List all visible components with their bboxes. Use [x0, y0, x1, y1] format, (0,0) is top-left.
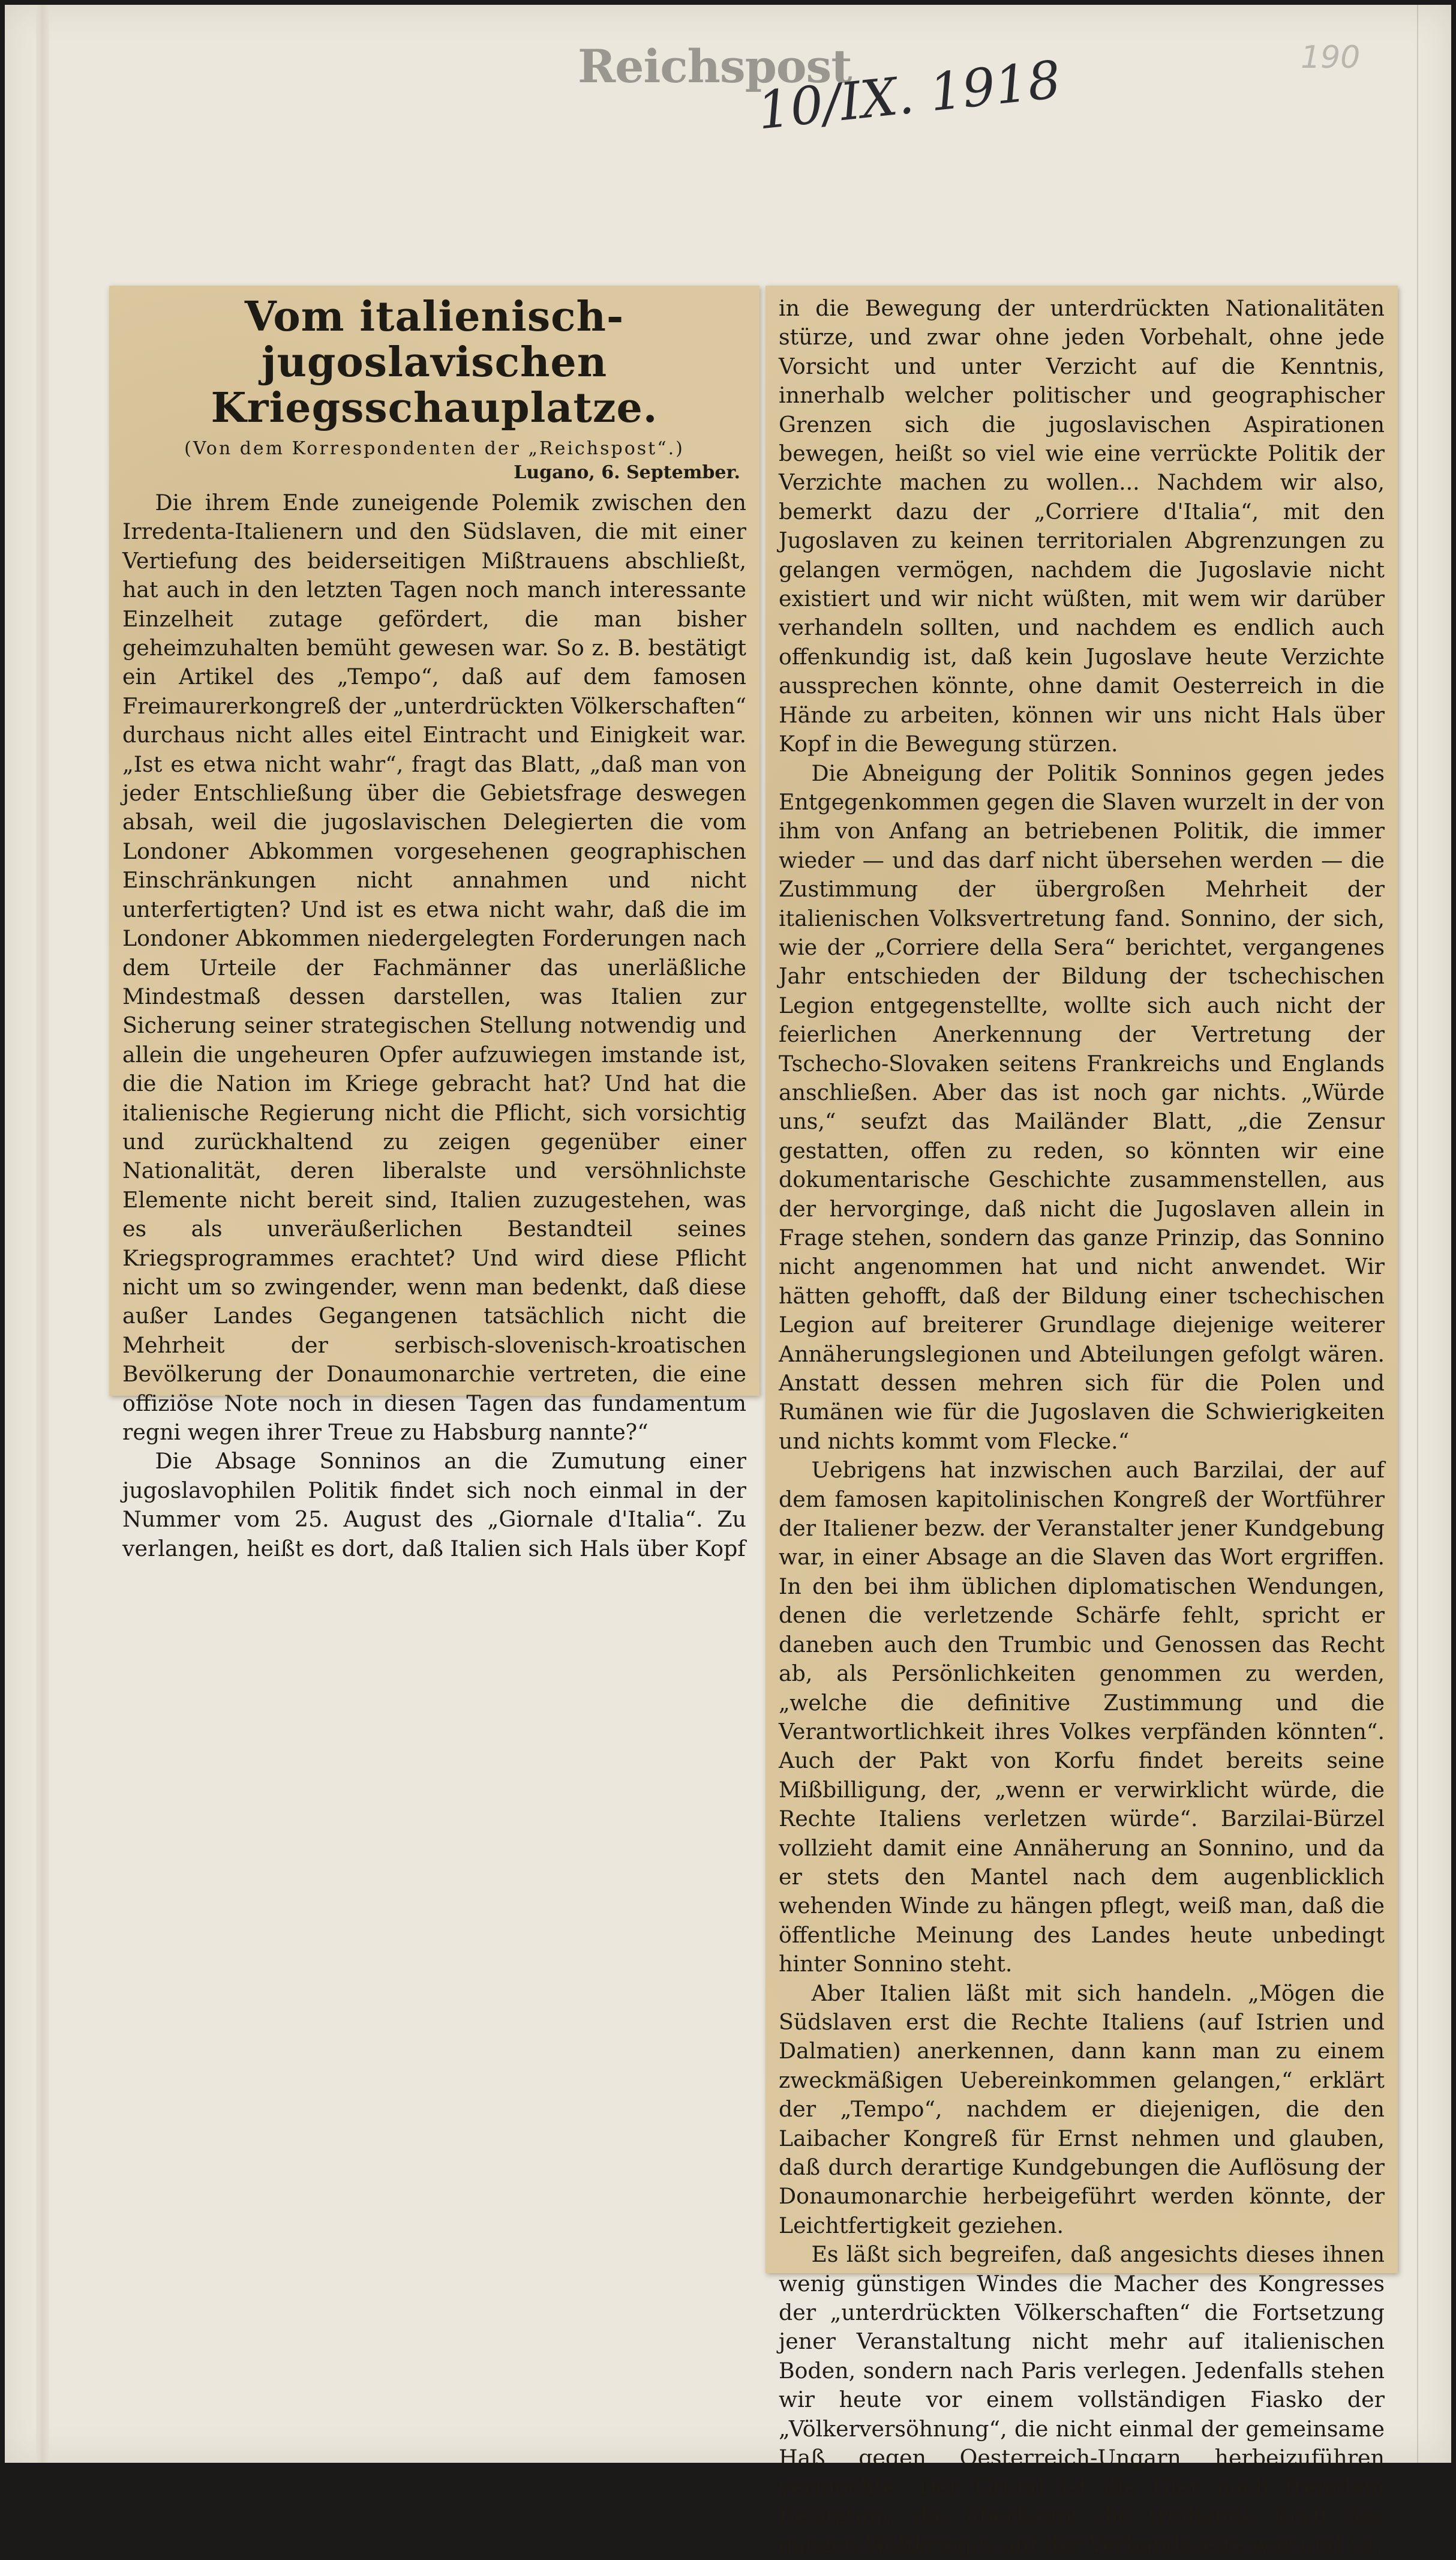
article-paragraph: in die Bewegung der unterdrückten Nationalitäten stürze, und zwar ohne jeden Vorbehalt, ohne jede Vorsicht und unter Verzicht auf die Kenntnis, innerhalb welcher politischer und geographischer Grenzen sich die jugoslavischen Aspirationen bewegen, heißt so viel wie eine verrückte Politik der Verzichte machen zu wollen... Nachdem wir also, bemerkt dazu der „Corriere d'Italia“, mit den Jugoslaven zu keinen territorialen Abgrenzungen zu gelangen vermögen, nachdem die Jugoslavie nicht existiert und wir nicht wüßten, mit wem wir darüber verhandeln sollten, und nachdem es endlich auch offenkundig ist, daß kein Jugoslave heute Verzichte aussprechen könnte, ohne damit Oesterreich in die Hände zu arbeiten, können wir uns nicht Hals über Kopf in die Bewegung stürzen.: [779, 295, 1385, 757]
paper-fold: [36, 5, 49, 2463]
clipping-right-column: [765, 286, 1398, 2558]
article-paragraph: Aber Italien läßt mit sich handeln. „Mögen die Südslaven erst die Rechte Italiens (auf Istrien und Dalmatien) anerkennen, dann kann man zu einem zweckmäßigen Uebereinkommen gelangen,“ erklärt der „Tempo“, nachdem er diejenigen, die den Laibacher Kongreß für Ernst nehmen und glauben, daß durch derartige Kundgebungen die Auflösung der Donaumonarchie herbeigeführt werden könnte, der Leichtfertigkeit geziehen.: [779, 1980, 1385, 2238]
folio-number: 190: [1301, 40, 1361, 76]
article-paragraph: Es läßt sich begreifen, daß angesichts dieses ihnen wenig günstigen Windes die Macher des Kongresses der „unterdrückten Völkerschaften“ die Fortsetzung jener Veranstaltung nicht mehr auf italienischen Boden, sondern nach Paris verlegen. Jedenfalls stehen wir heute vor einem vollständigen Fiasko der „Völkerversöhnung“, die nicht einmal der gemeinsame Haß gegen Oesterreich-Ungarn herbeizuführen vermochte. Der Grund ist die Gier nach fremdem Besitztum, die überhaupt die treibende Kraft des ganzen Weltkrieges auf der Verbandsseite war und ist.: [779, 2241, 1385, 2558]
article-paragraph: Die ihrem Ende zuneigende Polemik zwischen den Irredenta-Italienern und den Südslaven, die mit einer Vertiefung des beiderseitigen Mißtrauens abschließt, hat auch in den letzten Tagen noch manch interessante Einzelheit zutage gefördert, die man bisher geheimzuhalten bemüht gewesen war. So z. B. bestätigt ein Artikel des „Tempo“, daß auf dem famosen Freimaurerkongreß der „unterdrückten Völkerschaften“ durchaus nicht alles eitel Eintracht und Einigkeit war. „Ist es etwa nicht wahr“, fragt das Blatt, „daß man von jeder Entschließung über die Gebietsfrage deswegen absah, weil die jugoslavischen Delegierten die vom Londoner Abkommen vorgesehenen geographischen Einschränkungen nicht annahmen und nicht unterfertigten? Und ist es etwa nicht wahr, daß die im Londoner Abkommen niedergelegten Forderungen nach dem Urteile der Fachmänner das unerläßliche Mindestmaß dessen darstellen, was Italien zur Sicherung seiner strategischen Stellung notwendig und allein die ungeheuren Opfer aufzuwiegen imstande ist, die die Nation im Kriege gebracht hat? Und hat die italienische Regierung nicht die Pflicht, sich vorsichtig und zurückhaltend zu zeigen gegenüber einer Nationalität, deren liberalste und versöhnlichste Elemente nicht bereit sind, Italien zuzugestehen, was es als unveräußerlichen Bestandteil seines Kriegsprogrammes erachtet? Und wird diese Pflicht nicht um so zwingender, wenn man bedenkt, daß diese außer Landes Gegangenen tatsächlich nicht die Mehrheit der serbisch-slovenisch-kroatischen Bevölkerung der Donaumonarchie vertreten, die eine offiziöse Note noch in diesen Tagen das fundamentum regni wegen ihrer Treue zu Habsburg nannte?“: [122, 490, 746, 1445]
clipping-left-column: [109, 286, 759, 1561]
handwritten-date: 10/IX. 1918: [755, 49, 1064, 142]
archive-sheet: [5, 5, 1451, 2558]
newspaper-name-stamp: Reichspost: [578, 40, 852, 93]
article-paragraph: Uebrigens hat inzwischen auch Barzilai, der auf dem famosen kapitolinischen Kongreß der Wortführer der Italiener bezw. der Veranstalter jener Kundgebung war, in einer Absage an die Slaven das Wort ergriffen. In den bei ihm üblichen diplomatischen Wendungen, denen die verletzende Schärfe fehlt, spricht er daneben auch den Trumbic und Genossen das Recht ab, als Persönlichkeiten genommen zu werden, „welche die definitive Zustimmung und die Verantwortlichkeit ihres Volkes verpfänden könnten“. Auch der Pakt von Korfu findet bereits seine Mißbilligung, der, „wenn er verwirklicht würde, die Rechte Italiens verletzen würde“. Barzilai-Bürzel vollzieht damit eine Annäherung an Sonnino, und da er stets den Mantel nach dem augenblicklich wehenden Winde zu hängen pflegt, weiß man, daß die öffentliche Meinung des Landes heute unbedingt hinter Sonnino steht.: [779, 1457, 1385, 1977]
article-byline: (Von dem Korrespondenten der „Reichspost“.): [184, 438, 685, 459]
article-paragraph: Die Abneigung der Politik Sonninos gegen jedes Entgegenkommen gegen die Slaven wurzelt in der von ihm von Anfang an betriebenen Politik, die immer wieder — und das darf nicht übersehen werden — die Zustimmung der übergroßen Mehrheit der italienischen Volksvertretung fand. Sonnino, der sich, wie der „Corriere della Sera“ berichtet, vergangenes Jahr entschieden der Bildung der tschechischen Legion entgegenstellte, wollte sich auch nicht der feierlichen Anerkennung der Vertretung der Tschecho-Slovaken seitens Frankreichs und Englands anschließen. Aber das ist noch gar nichts. „Würde uns,“ seufzt das Mailänder Blatt, „die Zensur gestatten, offen zu reden, so könnten wir eine dokumentarische Geschichte zusammenstellen, aus der hervorginge, daß nicht die Jugoslaven allein in Frage stehen, sondern das ganze Prinzip, das Sonnino nicht angenommen hat und nicht anwendet. Wir hätten gehofft, daß der Bildung einer tschechischen Legion auf breiterer Grundlage diejenige weiterer Annäherungslegionen und Abteilungen gefolgt wären. Anstatt dessen mehren sich für die Polen und Rumänen wie für die Jugoslaven die Schwierigkeiten und nichts kommt vom Flecke.“: [779, 760, 1385, 1454]
article-title: Vom italienisch-jugoslavischen Kriegsschauplatze.: [211, 293, 658, 432]
page-edge-line: [1417, 5, 1418, 2463]
article-dateline: Lugano, 6. September.: [514, 462, 740, 483]
article-paragraph: Die Absage Sonninos an die Zumutung einer jugoslavophilen Politik findet sich noch einmal in der Nummer vom 25. August des „Giornale d'Italia“. Zu verlangen, heißt es dort, daß Italien sich Hals über Kopf: [122, 1448, 746, 1561]
